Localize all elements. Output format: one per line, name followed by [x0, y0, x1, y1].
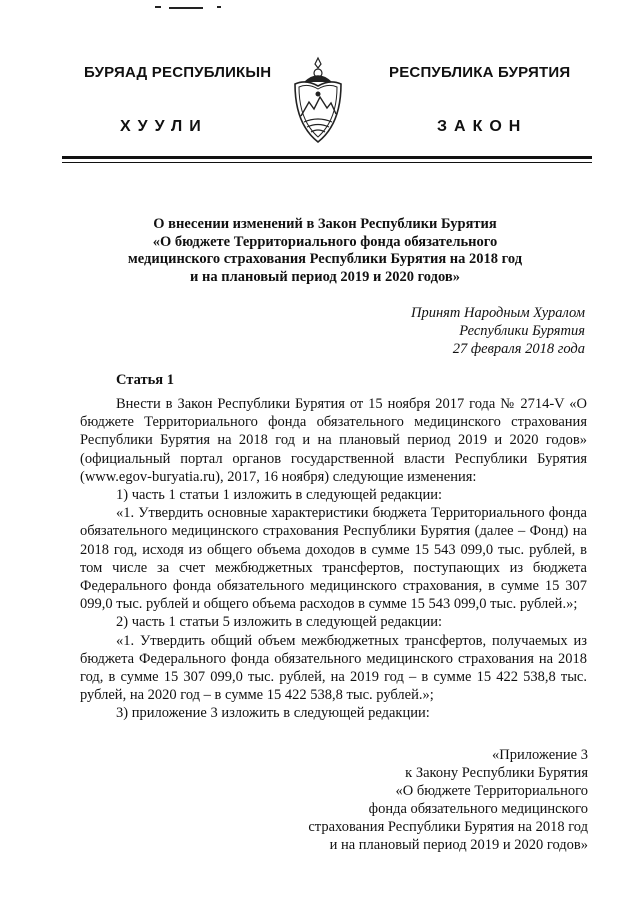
header-rule-thin: [62, 162, 592, 163]
appendix-line: к Закону Республики Бурятия: [405, 765, 588, 781]
coat-of-arms-icon: [287, 56, 349, 146]
adoption-line: Принят Народным Хуралом: [410, 305, 585, 321]
law-title-line: О внесении изменений в Закон Республики Бурятия: [153, 216, 497, 232]
appendix-line: «Приложение 3: [492, 747, 588, 763]
body-paragraph: 3) приложение 3 изложить в следующей редакции:: [116, 705, 430, 722]
appendix-line: «О бюджете Территориального: [395, 783, 588, 799]
header-right-title: РЕСПУБЛИКА БУРЯТИЯ: [389, 64, 571, 81]
appendix-line: фонда обязательного медицинского: [368, 801, 588, 817]
header-rule-thick: [62, 156, 592, 159]
header-left-title: БУРЯАД РЕСПУБЛИКЫН: [84, 64, 272, 81]
body-paragraph: «1. Утвердить основные характеристики бюджета Территориального фонда обязательного медицинского страхования Республики Бурятия (далее – Фонд) на 2018 год, исходя из общего объема доходов в сумме 15 543 099,0 тыс. рублей, в том числе за счет межбюджетных трансфертов, поступающих из бюджета Федерального фонда обязательного медицинского страхования, в сумме 15 307 099,0 тыс. рублей и общего объема расходов в сумме 15 543 099,0 тыс. рублей.»;: [80, 505, 587, 613]
law-title-line: медицинского страхования Республики Бурятия на 2018 год: [127, 251, 523, 267]
appendix-reference: [268, 746, 588, 854]
adoption-note: [285, 304, 585, 358]
body-paragraph: 2) часть 1 статьи 5 изложить в следующей редакции:: [116, 614, 442, 631]
law-title-line: и на плановый период 2019 и 2020 годов»: [190, 268, 460, 285]
appendix-line: страхования Республики Бурятия на 2018 год: [308, 819, 588, 835]
law-title-line: «О бюджете Территориального фонда обязательного: [152, 233, 498, 250]
adoption-date: 27 февраля 2018 года: [452, 341, 585, 357]
article-heading: Статья 1: [116, 372, 174, 388]
law-title: [80, 216, 570, 286]
article-body: [80, 395, 587, 723]
appendix-line: и на плановый период 2019 и 2020 годов»: [329, 837, 588, 853]
body-paragraph: 1) часть 1 статьи 1 изложить в следующей редакции:: [116, 487, 442, 504]
adoption-line: Республики Бурятия: [459, 323, 585, 339]
body-paragraph: «1. Утвердить общий объем межбюджетных трансфертов, получаемых из бюджета Федерального фонда обязательного медицинского страхования на 2018 год, в сумме 15 307 099,0 тыс. рублей, на 2019 год – в сумме 15 422 538,8 тыс. рублей, на 2020 год – в сумме 15 422 538,8 тыс. рублей.»;: [80, 632, 587, 704]
scan-artifact: [155, 6, 225, 10]
header-left-subtitle: ХУУЛИ: [120, 118, 208, 135]
body-paragraph: Внести в Закон Республики Бурятия от 15 ноября 2017 года № 2714-V «О бюджете Территориального фонда обязательного медицинского страхования Республики Бурятия на 2018 год и на плановый период 2019 и 2020 годов» (официальный портал органов государственной власти Республики Бурятия (www.egov-buryatia.ru), 2017, 16 ноября) следующие изменения:: [80, 396, 587, 485]
header-right-subtitle: ЗАКОН: [437, 118, 528, 135]
